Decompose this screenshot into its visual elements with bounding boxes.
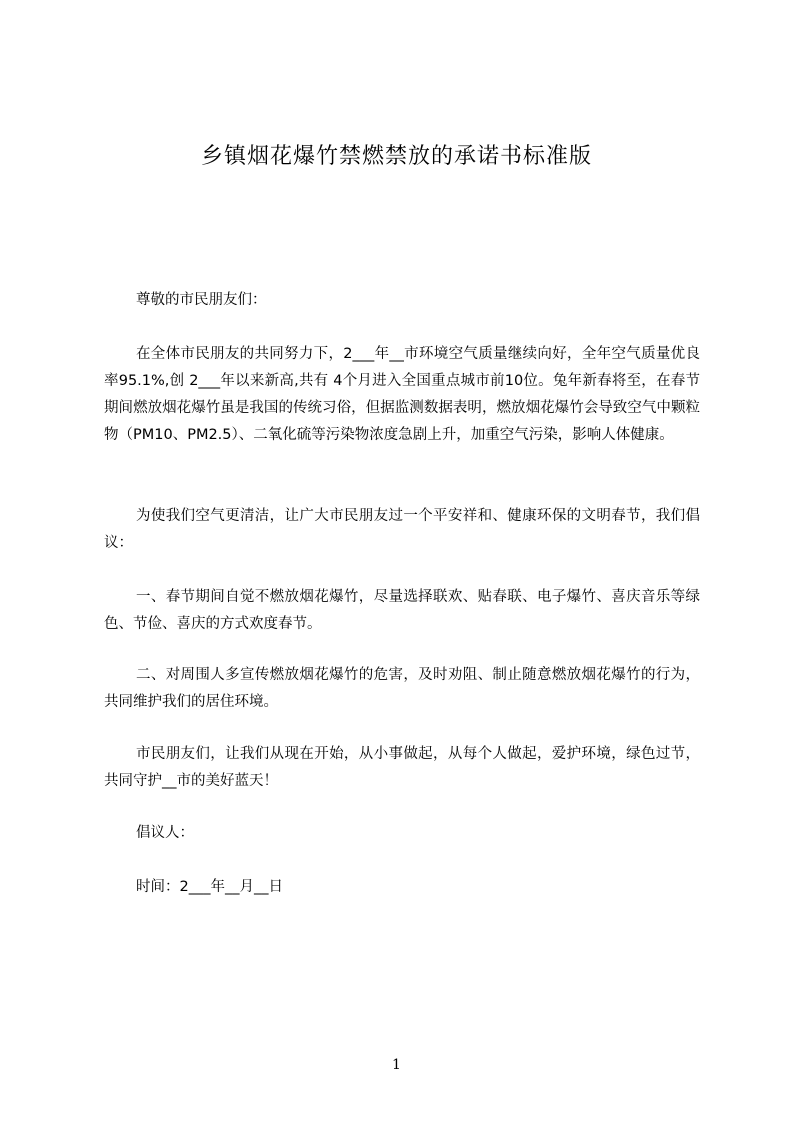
paragraph-item-two: 二、对周围人多宣传燃放烟花爆竹的危害，及时劝阻、制止随意燃放烟花爆竹的行为，共同维护我们的居住环境。 [104,667,700,710]
date-line: 时间：2___年__月__日 [136,879,283,895]
document-title: 乡镇烟花爆竹禁燃禁放的承诺书标准版 [200,144,592,169]
salutation: 尊敬的市民朋友们： [136,292,267,308]
paragraph-closing: 市民朋友们，让我们从现在开始，从小事做起，从每个人做起，爱护环境，绿色过节，共同守护__市的美好蓝天！ [104,746,700,789]
paragraph-item-one: 一、春节期间自觉不燃放烟花爆竹，尽量选择联欢、贴春联、电子爆竹、喜庆音乐等绿色、节俭、喜庆的方式欢度春节。 [104,589,700,632]
paragraph-intro: 在全体市民朋友的共同努力下，2___年__市环境空气质量继续向好，全年空气质量优良率95.1%,创 2___年以来新高,共有 4个月进入全国重点城市前10位。兔年新春将至，在春节期间燃放烟花爆竹虽是我国的传统习俗，但据监测数据表明，燃放烟花爆竹会导致空气中颗粒物（PM10、PM2.5）、二氧化硫等污染物浓度急剧上升，加重空气污染，影响人体健康。 [104,346,700,443]
proposer-line: 倡议人： [136,825,194,841]
page-number: 1 [392,1057,401,1073]
paragraph-proposal: 为使我们空气更清洁，让广大市民朋友过一个平安祥和、健康环保的文明春节，我们倡议： [104,508,700,551]
